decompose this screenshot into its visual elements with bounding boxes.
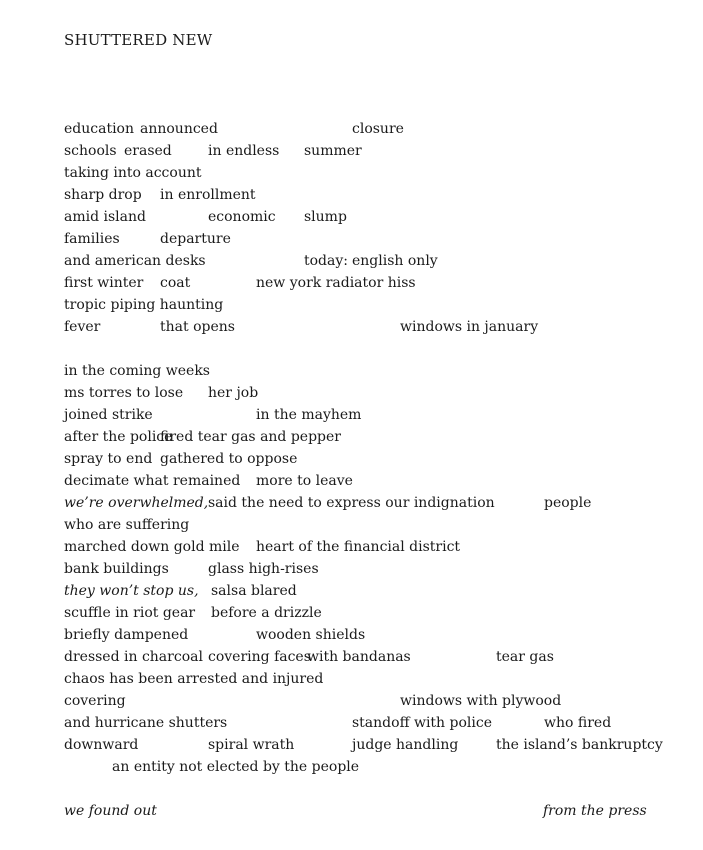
poem-line-21-segment-1: they won’t stop us,: [64, 583, 199, 599]
poem-line-2-segment-1: schools: [64, 143, 117, 159]
poem-line-12-segment-2: her job: [208, 385, 259, 401]
poem-line-5-segment-1: amid island: [64, 209, 146, 225]
poem-line-7-segment-1: and american desks: [64, 253, 206, 269]
poem-line-15-segment-1: spray to end: [64, 451, 153, 467]
poem-line-26-segment-2: windows with plywood: [400, 693, 562, 709]
poem-line-22-segment-2: before a drizzle: [211, 605, 322, 621]
poem-line-20-segment-1: bank buildings: [64, 561, 169, 577]
poem-line-25-segment-1: chaos has been arrested and injured: [64, 671, 324, 687]
poem-line-14-segment-2: fired tear gas and pepper: [160, 429, 341, 445]
poem-line-16-segment-1: decimate what remained: [64, 473, 241, 489]
poem-line-4-segment-2: in enrollment: [160, 187, 256, 203]
poem-line-18-segment-1: who are suffering: [64, 517, 190, 533]
poem-line-23-segment-1: briefly dampened: [64, 627, 189, 643]
poem-line-4-segment-1: sharp drop: [64, 187, 142, 203]
poem-line-29-segment-1: an entity not elected by the people: [112, 759, 360, 775]
poem-line-10-segment-2: that opens: [160, 319, 235, 335]
poem-line-8-segment-1: first winter: [64, 275, 144, 291]
poem-line-5-segment-3: slump: [304, 209, 347, 225]
poem-line-19-segment-2: heart of the financial district: [256, 539, 461, 555]
poem-line-24-segment-4: tear gas: [496, 649, 554, 665]
poem-line-24-segment-1: dressed in charcoal: [64, 649, 203, 665]
poem-line-10-segment-1: fever: [64, 319, 101, 335]
poem-line-27-segment-1: and hurricane shutters: [64, 715, 228, 731]
poem-line-28-segment-1: downward: [64, 737, 139, 753]
poem-line-17-segment-3: people: [544, 495, 592, 511]
poem-line-5-segment-2: economic: [208, 209, 276, 225]
poem-line-23-segment-2: wooden shields: [256, 627, 366, 643]
poem-line-12-segment-1: ms torres to lose: [64, 385, 184, 401]
poem-line-28-segment-3: judge handling: [352, 737, 459, 753]
poem-line-17-segment-2: said the need to express our indignation: [208, 495, 495, 511]
poem-line-26-segment-1: covering: [64, 693, 126, 709]
poem-line-13-segment-2: in the mayhem: [256, 407, 362, 423]
poem-line-30-segment-2: from the press: [543, 803, 647, 819]
poem-line-2-segment-2: erased: [124, 143, 172, 159]
poem-line-8-segment-3: new york radiator hiss: [256, 275, 416, 291]
poem-line-22-segment-1: scuffle in riot gear: [64, 605, 196, 621]
poem-line-1-segment-3: closure: [352, 121, 404, 137]
poem-line-16-segment-2: more to leave: [256, 473, 353, 489]
poem-line-11-segment-1: in the coming weeks: [64, 363, 210, 379]
poem-line-7-segment-2: today:: [304, 253, 348, 269]
poem-line-2-segment-3: in endless: [208, 143, 280, 159]
poem-line-17-segment-1: we’re overwhelmed,: [64, 495, 209, 511]
poem-line-7-segment-3: english only: [352, 253, 438, 269]
poem-line-8-segment-2: coat: [160, 275, 191, 291]
poem-line-30-segment-1: we found out: [64, 803, 157, 819]
poem-line-28-segment-2: spiral wrath: [208, 737, 295, 753]
poem-line-13-segment-1: joined strike: [64, 407, 153, 423]
poem-line-1-segment-2: announced: [140, 121, 218, 137]
poem-line-1-segment-1: education: [64, 121, 134, 137]
poem-line-2-segment-4: summer: [304, 143, 362, 159]
poem-title: SHUTTERED NEW: [64, 31, 213, 49]
poem-line-24-segment-3: with bandanas: [307, 649, 411, 665]
poem-line-27-segment-3: who fired: [544, 715, 612, 731]
poem-line-19-segment-1: marched down gold mile: [64, 539, 240, 555]
poem-line-9-segment-1: tropic piping haunting: [64, 297, 224, 313]
poem-line-28-segment-4: the island’s bankruptcy: [496, 737, 663, 753]
poem-line-10-segment-3: windows in january: [400, 319, 539, 335]
poem-line-21-segment-2: salsa blared: [211, 583, 297, 599]
poem-line-6-segment-2: departure: [160, 231, 231, 247]
poem-line-14-segment-1: after the police: [64, 429, 173, 445]
poem-line-3-segment-1: taking into account: [64, 165, 202, 181]
poem-line-6-segment-1: families: [64, 231, 120, 247]
poem-line-24-segment-2: covering faces: [208, 649, 311, 665]
poem-line-27-segment-2: standoff with police: [352, 715, 492, 731]
poem-line-20-segment-2: glass high-rises: [208, 561, 319, 577]
poem-line-15-segment-2: gathered to oppose: [160, 451, 298, 467]
